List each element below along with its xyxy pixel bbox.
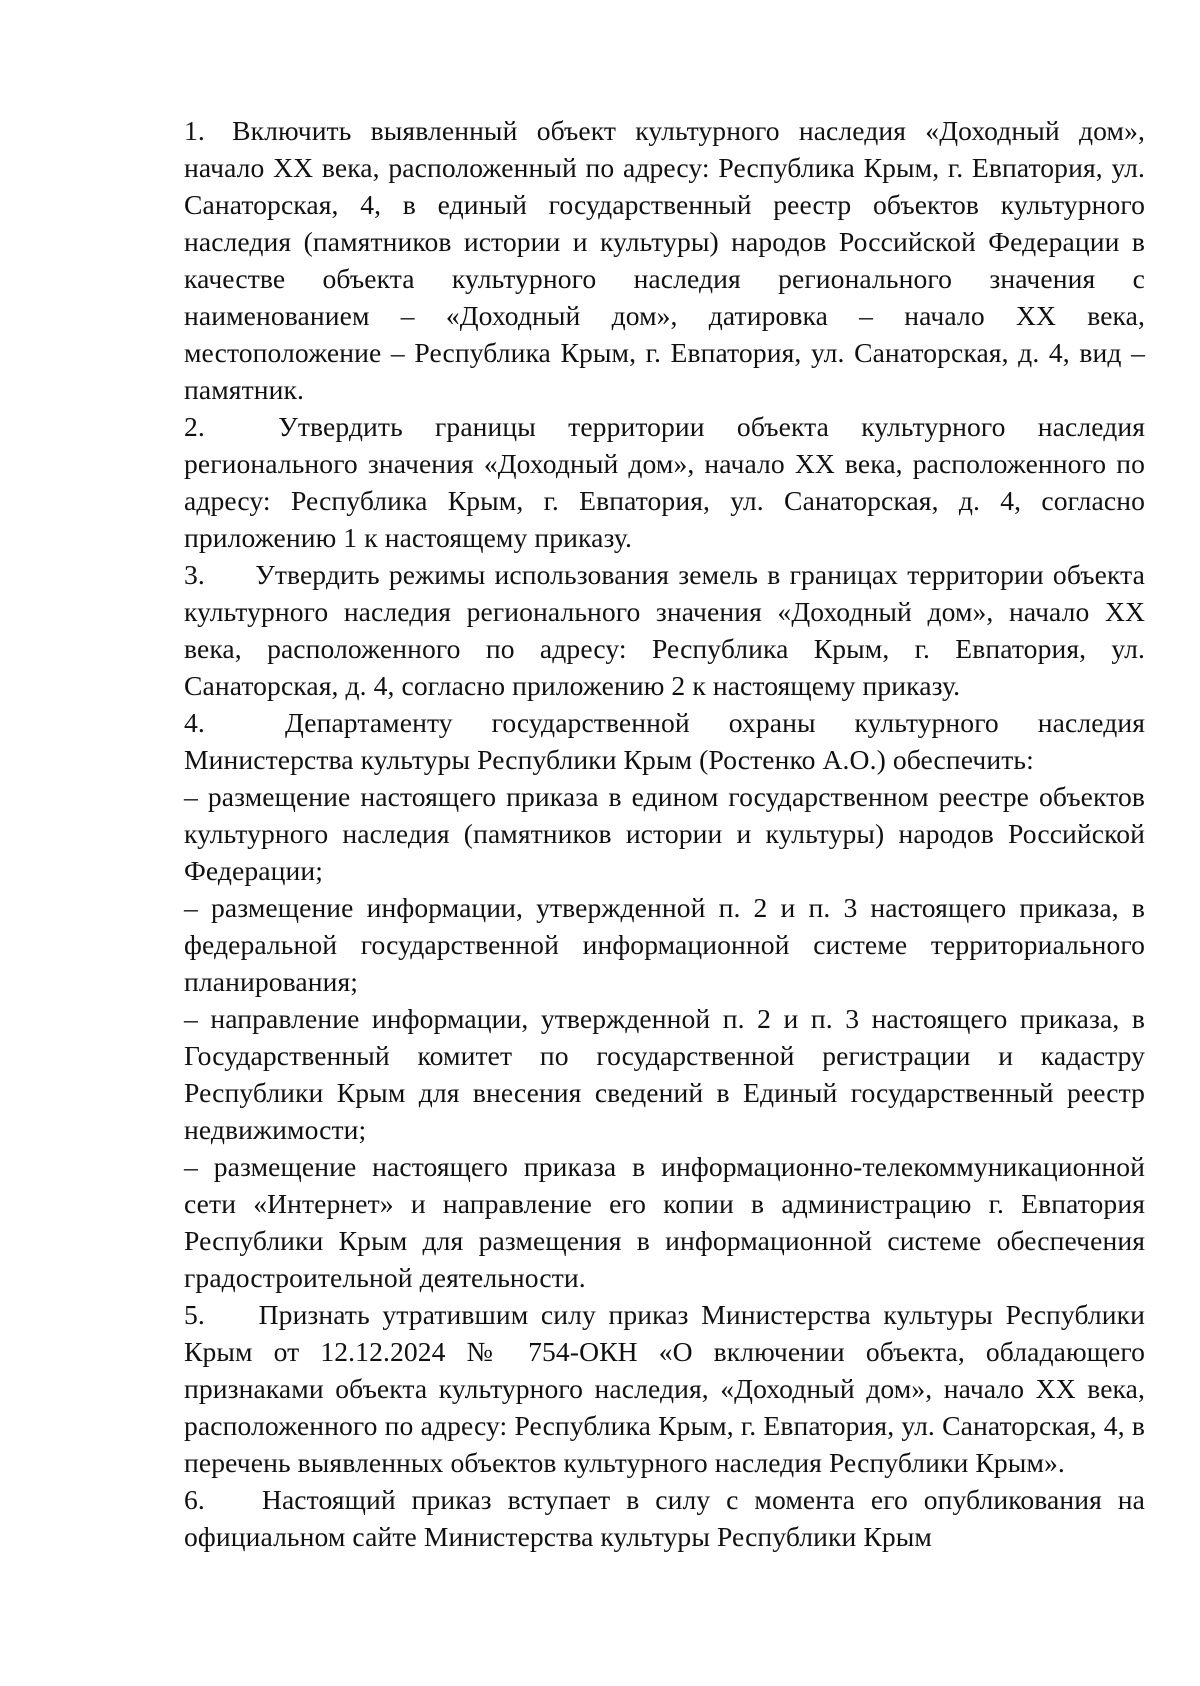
paragraph-number: 6. [184,1484,205,1515]
bullet-item-2: – размещение информации, утвержденной п. 2 и п. 3 настоящего приказа, в федеральной государственной информационной системе территориального планирования; [184,892,1145,997]
paragraph-4 [114,704,1145,778]
paragraph-3 [114,556,1145,704]
paragraph-6 [114,1481,1145,1555]
bullet-item-3: – направление информации, утвержденной п. 2 и п. 3 настоящего приказа, в Государственный комитет по государственной регистрации и кадастру Республики Крым для внесения сведений в Единый государственный реестр недвижимости; [184,1003,1145,1145]
paragraph-number: 4. [184,707,205,738]
paragraph-text: Департаменту государственной охраны культурного наследия Министерства культуры Республики Крым (Ростенко А.О.) обеспечить: [184,707,1146,775]
paragraph-number: 3. [184,559,205,590]
paragraph-text: Настоящий приказ вступает в силу с момента его опубликования на официальном сайте Министерства культуры Республики Крым [184,1484,1145,1552]
paragraph-text: Включить выявленный объект культурного наследия «Доходный дом», начало XX века, расположенный по адресу: Республика Крым, г. Евпатория, ул. Санаторская, 4, в единый государственный реестр объектов культурного наследия (памятников истории и культуры) народов Российской Федерации в качестве объекта культурного наследия регионального значения с наименованием – «Доходный дом», датировка – начало XX века, местоположение – Республика Крым, г. Евпатория, ул. Санаторская, д. 4, вид – памятник. [184,115,1146,405]
paragraph-2 [114,408,1145,556]
bullet-item-4: – размещение настоящего приказа в информационно-телекоммуникационной сети «Интернет» и направление его копии в администрацию г. Евпатория Республики Крым для размещения в информационной системе обеспечения градостроительной деятельности. [184,1151,1145,1293]
paragraph-number: 5. [184,1299,205,1330]
paragraph-text: Утвердить режимы использования земель в границах территории объекта культурного наследия регионального значения «Доходный дом», начало XX века, расположенного по адресу: Республика Крым, г. Евпатория, ул. Санаторская, д. 4, согласно приложению 2 к настоящему приказу. [184,559,1145,701]
paragraph-number: 2. [184,411,205,442]
paragraph-text: Признать утратившим силу приказ Министерства культуры Республики Крым от 12.12.2024 № 754-ОКН «О включении объекта, обладающего признаками объекта культурного наследия, «Доходный дом», начало XX века, расположенного по адресу: Республика Крым, г. Евпатория, ул. Санаторская, 4, в перечень выявленных объектов культурного наследия Республики Крым». [184,1299,1146,1478]
document-page [114,112,1145,1555]
paragraph-number: 1. [184,115,205,146]
bullet-item-1: – размещение настоящего приказа в едином государственном реестре объектов культурного наследия (памятников истории и культуры) народов Российской Федерации; [184,781,1145,886]
paragraph-5 [114,1296,1145,1481]
paragraph-text: Утвердить границы территории объекта культурного наследия регионального значения «Доходный дом», начало XX века, расположенного по адресу: Республика Крым, г. Евпатория, ул. Санаторская, д. 4, согласно приложению 1 к настоящему приказу. [184,411,1145,553]
paragraph-1 [114,112,1145,408]
